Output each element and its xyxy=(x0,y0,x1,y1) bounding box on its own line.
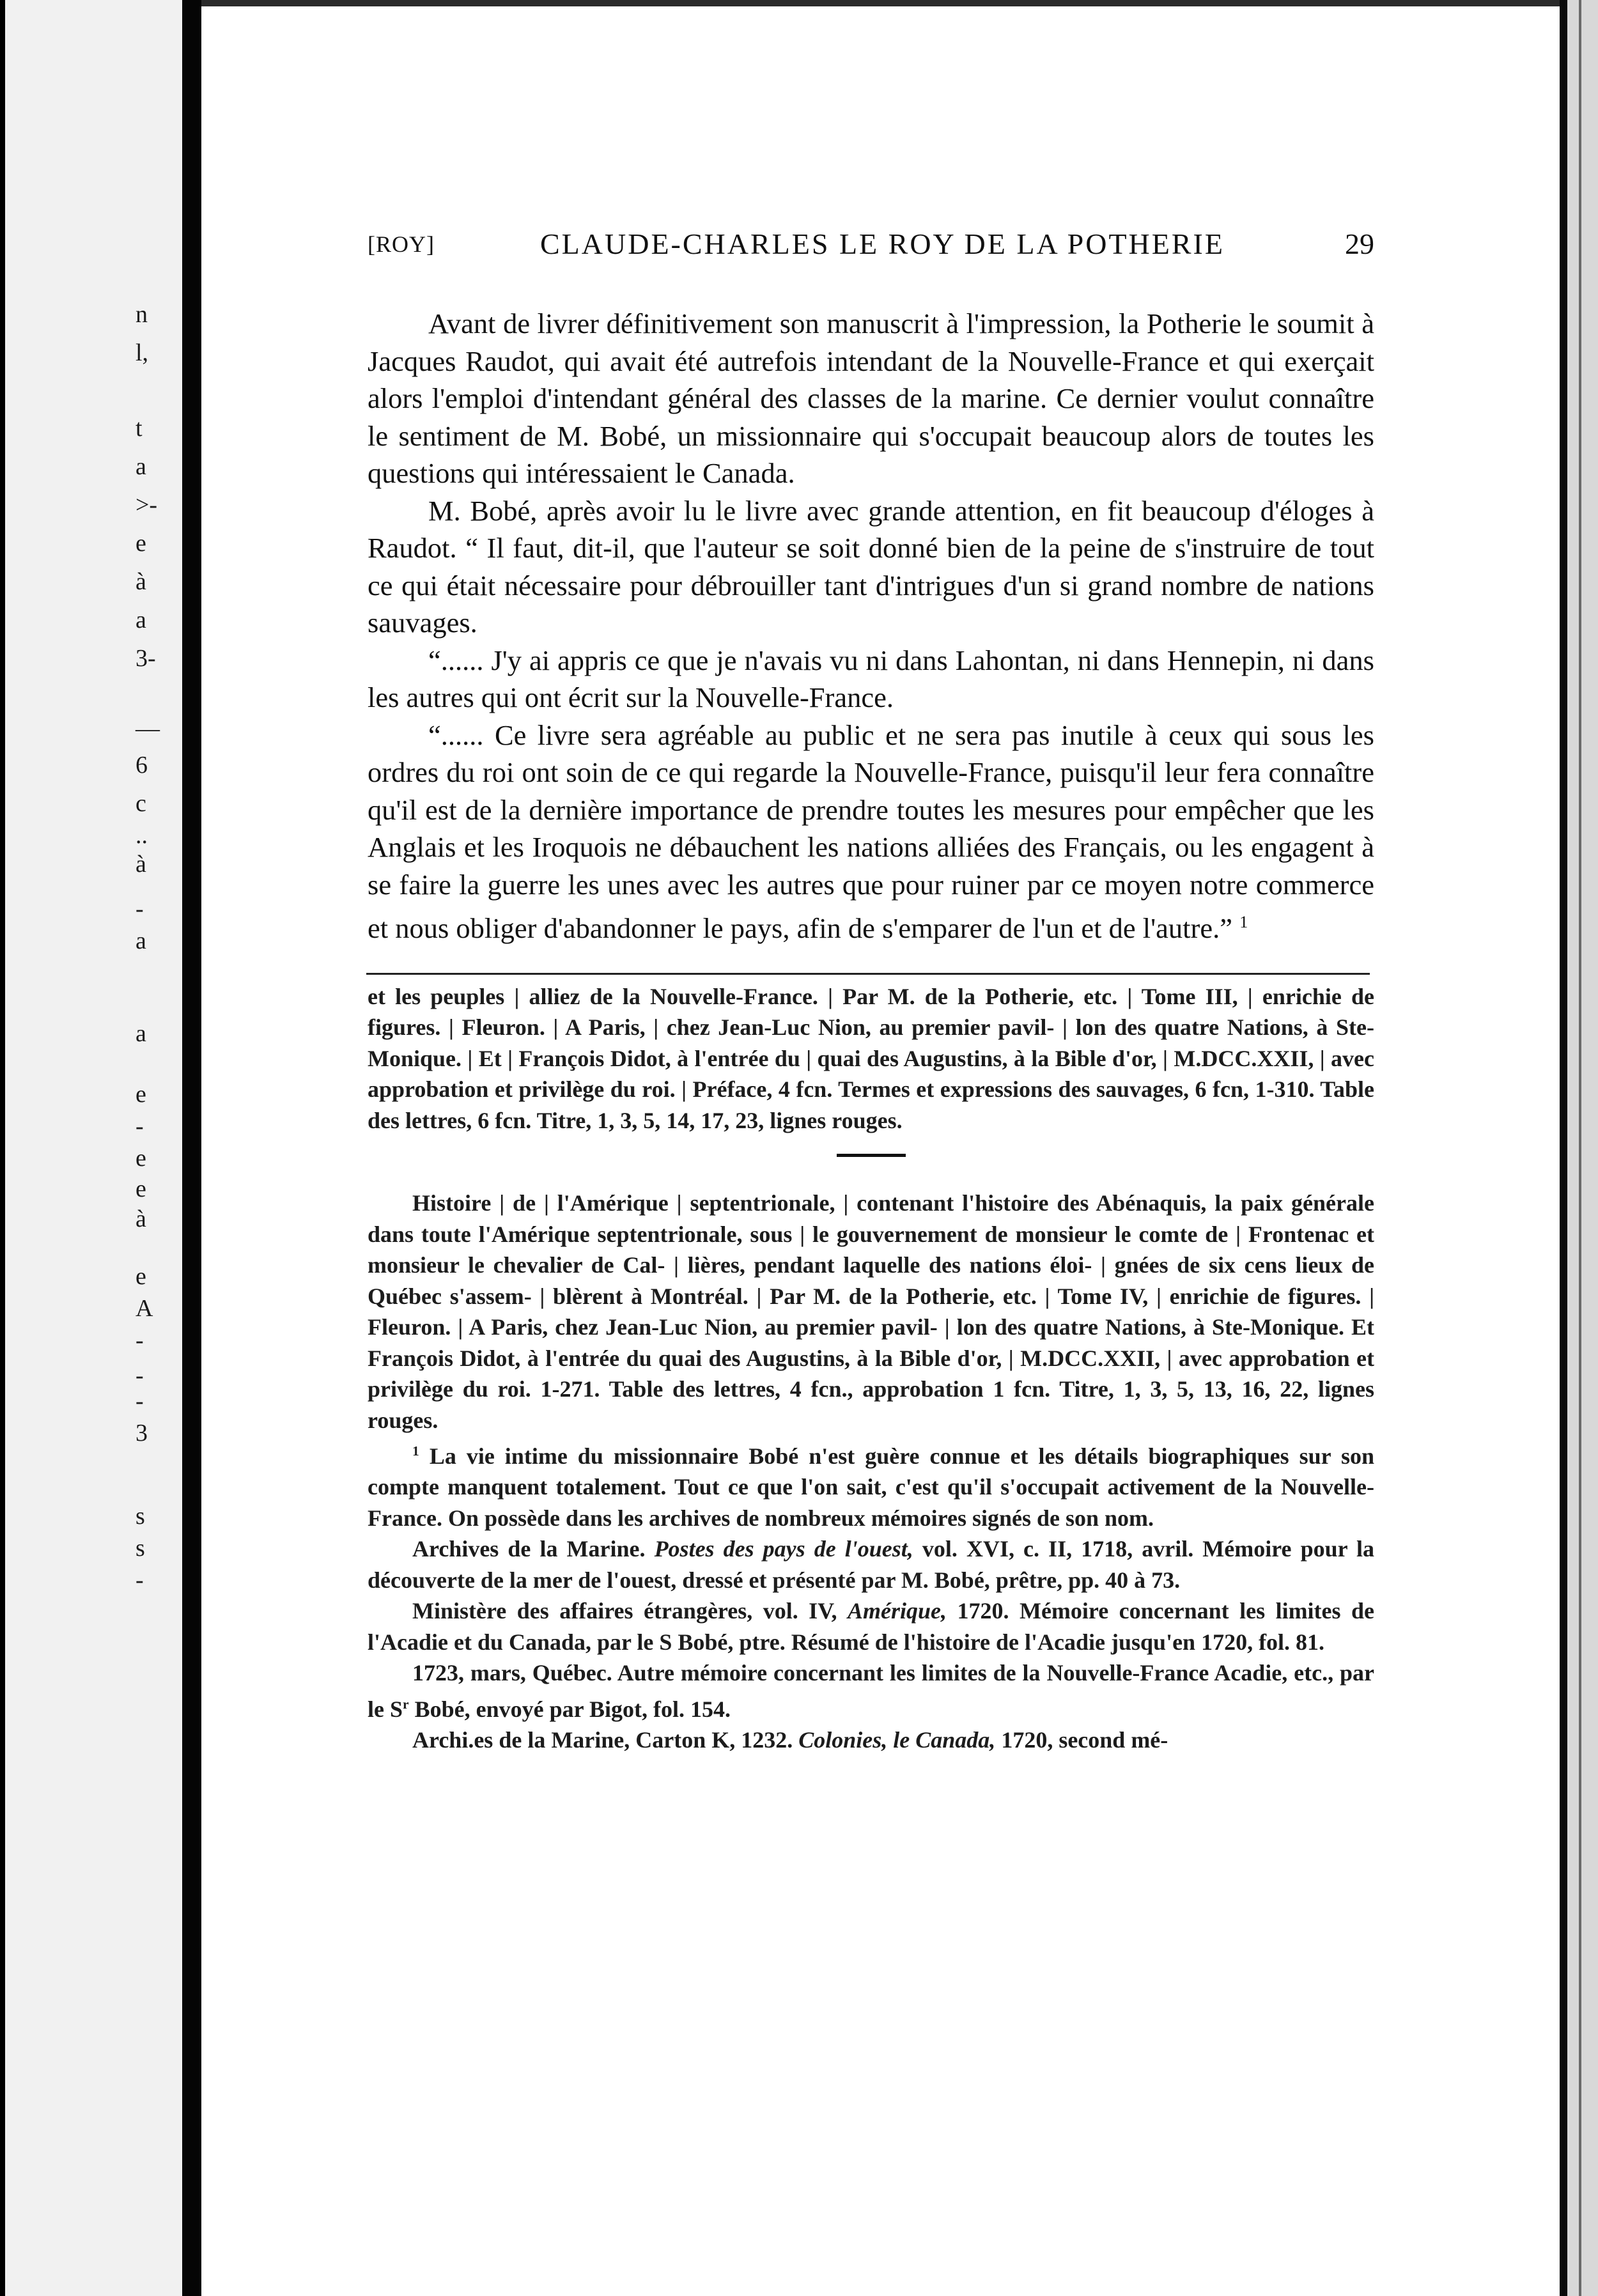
facing-page-fragment: A xyxy=(136,1295,153,1322)
scan-right-shadow xyxy=(1560,0,1567,2296)
facing-page-fragment: - xyxy=(136,1113,144,1140)
archive-details: 1720, second mé- xyxy=(1001,1727,1168,1753)
paragraph: “...... J'y ai appris ce que je n'avais vu ni dans Lahontan, ni dans Hennepin, ni dans les autres qui ont écrit sur la Nouvelle-France. xyxy=(368,644,1374,713)
facing-page-fragment: e xyxy=(136,1081,146,1108)
archive-title: Colonies, le Canada, xyxy=(798,1727,996,1753)
bibliographic-notes xyxy=(368,1188,1374,1756)
footnote-1-marker: 1 xyxy=(412,1443,419,1459)
footnote-rule xyxy=(366,973,1370,975)
scan-right-edge xyxy=(1567,0,1598,2296)
facing-page-fragment: - xyxy=(136,1388,144,1415)
facing-page-fragment: - xyxy=(136,1327,144,1354)
facing-page-fragment: >- xyxy=(136,492,158,518)
scan-right-edge-line xyxy=(1579,0,1581,2296)
scan-top-edge xyxy=(201,0,1560,6)
footnote-marker: 1 xyxy=(1239,912,1248,931)
main-text xyxy=(368,305,1374,947)
facing-page-fragment: a xyxy=(136,453,146,480)
facing-page-fragment: t xyxy=(136,415,143,442)
facing-page-fragment: a xyxy=(136,1020,146,1047)
archive-source: Archi.es de la Marine, Carton K, 1232. xyxy=(412,1727,793,1753)
running-head xyxy=(368,227,1374,272)
page-number: 29 xyxy=(1345,228,1374,260)
facing-page xyxy=(5,0,182,2296)
archive-title: Postes des pays de l'ouest, xyxy=(654,1536,913,1562)
facing-page-fragment: à xyxy=(136,851,146,878)
footnote-1 xyxy=(368,1436,1374,1533)
facing-page-fragment: - xyxy=(136,1362,144,1389)
facing-page-fragment: e xyxy=(136,1263,146,1290)
facing-page-fragment: e xyxy=(136,1175,146,1202)
footnote-1-text: La vie intime du missionnaire Bobé n'est guère connue et les détails biographiques sur son compte manquent totalement. Tout ce que l'on sait, c'est qu'il s'occupait activement de la Nouvelle-France. On possède dans les archives de nombreux mémoires signés de son nom. xyxy=(368,1443,1375,1531)
archive-source: Archives de la Marine. xyxy=(412,1536,646,1562)
bibliographic-note-tome-iii xyxy=(368,981,1374,1136)
facing-page-fragment: e xyxy=(136,1145,146,1172)
quebec-1723-note xyxy=(368,1657,1374,1725)
facing-page-fragment: a xyxy=(136,607,146,633)
facing-page-fragment: - xyxy=(136,896,144,922)
facing-page-fragment: l, xyxy=(136,339,149,366)
facing-page-fragment: c xyxy=(136,790,146,817)
book-gutter xyxy=(182,0,201,2296)
archive-details: 1720. Mémoire concernant les limites de l'Acadie et du Canada, par le S Bobé, ptre. Résumé de l'histoire de l'Acadie jusqu'en 1720, fol. 81. xyxy=(368,1598,1374,1655)
facing-page-fragment: - xyxy=(136,1567,144,1594)
section-divider xyxy=(837,1154,906,1157)
facing-page-fragment: 3 xyxy=(136,1420,148,1447)
running-head-title: CLAUDE-CHARLES LE ROY DE LA POTHERIE xyxy=(540,228,1225,260)
facing-page-fragment: à xyxy=(136,1206,146,1232)
archive-title: Amérique, xyxy=(848,1598,947,1624)
facing-page-fragment: — xyxy=(136,715,160,742)
archives-marine-2 xyxy=(368,1725,1374,1756)
facing-page-fragment: 6 xyxy=(136,752,148,779)
paragraph: Avant de livrer définitivement son manuscrit à l'impression, la Potherie le soumit à Jacques Raudot, qui avait été autrefois intendant de la Nouvelle-France et qui exerçait alors l'emploi d'intendant général des classes de la marine. Ce dernier voulut connaître le sentiment de M. Bobé, un missionnaire qui s'occupait beaucoup alors de toutes les questions qui intéressaient le Canada. xyxy=(368,307,1374,489)
facing-page-fragment: a xyxy=(136,927,146,954)
book-page xyxy=(368,227,1374,1756)
archive-source: Ministère des affaires étrangères, vol. IV, xyxy=(412,1598,837,1624)
paragraph: M. Bobé, après avoir lu le livre avec grande attention, en fit beaucoup d'éloges à Raudot. “ Il faut, dit-il, que l'auteur se soit donné bien de la peine de s'instruire de tout ce qui était nécessaire pour débrouiller tant d'intrigues d'un si grand nombre de nations sauvages. xyxy=(368,494,1374,639)
archive-details: 1723, mars, Québec. Autre mémoire concernant les limites de la Nouvelle-France Acadie, etc., par le S xyxy=(368,1660,1374,1722)
superscript: r xyxy=(403,1696,409,1712)
archive-details: Bobé, envoyé par Bigot, fol. 154. xyxy=(414,1696,731,1722)
note-paragraph-tome-iv: Histoire | de | l'Amérique | septentrionale, | contenant l'histoire des Abénaquis, la paix générale dans toute l'Amérique septentrionale, sous | le gouvernement de monsieur le comte de | Frontenac et monsieur le chevalier de Cal- | lières, pendant laquelle des nations éloi- | gnées de six cens lieux de Québec s'assem- | blèrent à Montréal. | Par M. de la Potherie, etc. | Tome IV, | enrichie de figures. | Fleuron. | A Paris, chez Jean-Luc Nion, au premier pavil- | lon des quatre Nations, à Ste-Monique. Et François Didot, à l'entrée du quai des Augustins, à la Bible d'or, | M.DCC.XXII, | avec approbation et privilège du roi. 1-271. Table des lettres, 4 fcn., approbation 1 fcn. Titre, 1, 3, 5, 13, 16, 22, lignes rouges. xyxy=(368,1190,1374,1433)
paragraph xyxy=(368,717,1374,947)
archive-details: vol. XVI, c. II, 1718, avril. Mémoire pour la découverte de la mer de l'ouest, dressé et présenté par M. Bobé, prêtre, pp. 40 à 73. xyxy=(368,1536,1375,1593)
facing-page-fragment: .. xyxy=(136,822,148,849)
facing-page-fragment: à xyxy=(136,568,146,595)
facing-page-fragment: s xyxy=(136,1535,145,1562)
ministere-note xyxy=(368,1595,1374,1657)
scan-left-edge xyxy=(0,0,5,2296)
facing-page-fragment: s xyxy=(136,1503,145,1530)
running-head-section: [ROY] xyxy=(368,231,435,257)
facing-page-fragment: 3- xyxy=(136,645,156,672)
note-paragraph: et les peuples | alliez de la Nouvelle-France. | Par M. de la Potherie, etc. | Tome III, | enrichie de figures. | Fleuron. | A Paris, | chez Jean-Luc Nion, au premier pavil- | lon des quatre Nations, à Ste-Monique. | Et | François Didot, à l'entrée du | quai des Augustins, à la Bible d'or, | M.DCC.XXII, | avec approbation et privilège du roi. | Préface, 4 fcn. Termes et expressions des sauvages, 6 fcn, 1-310. Table des lettres, 6 fcn. Titre, 1, 3, 5, 14, 17, 23, lignes rouges. xyxy=(368,983,1374,1133)
archives-marine-1 xyxy=(368,1533,1374,1595)
facing-page-fragment: n xyxy=(136,301,148,328)
facing-page-fragment: e xyxy=(136,530,146,557)
paragraph-text: “...... Ce livre sera agréable au public et ne sera pas inutile à ceux qui sous les ordres du roi ont soin de ce qui regarde la Nouvelle-France, puisqu'il leur fera connaître qu'il est de la dernière importance de prendre toutes les mesures pour empêcher que les Anglais et les Iroquois ne débauchent les nations alliées des Français, ou les engagent à se faire la guerre les unes avec les autres que pour ruiner par ce moyen notre commerce et nous obliger d'abandonner le pays, afin de s'emparer de l'un et de l'autre.” xyxy=(368,718,1374,945)
